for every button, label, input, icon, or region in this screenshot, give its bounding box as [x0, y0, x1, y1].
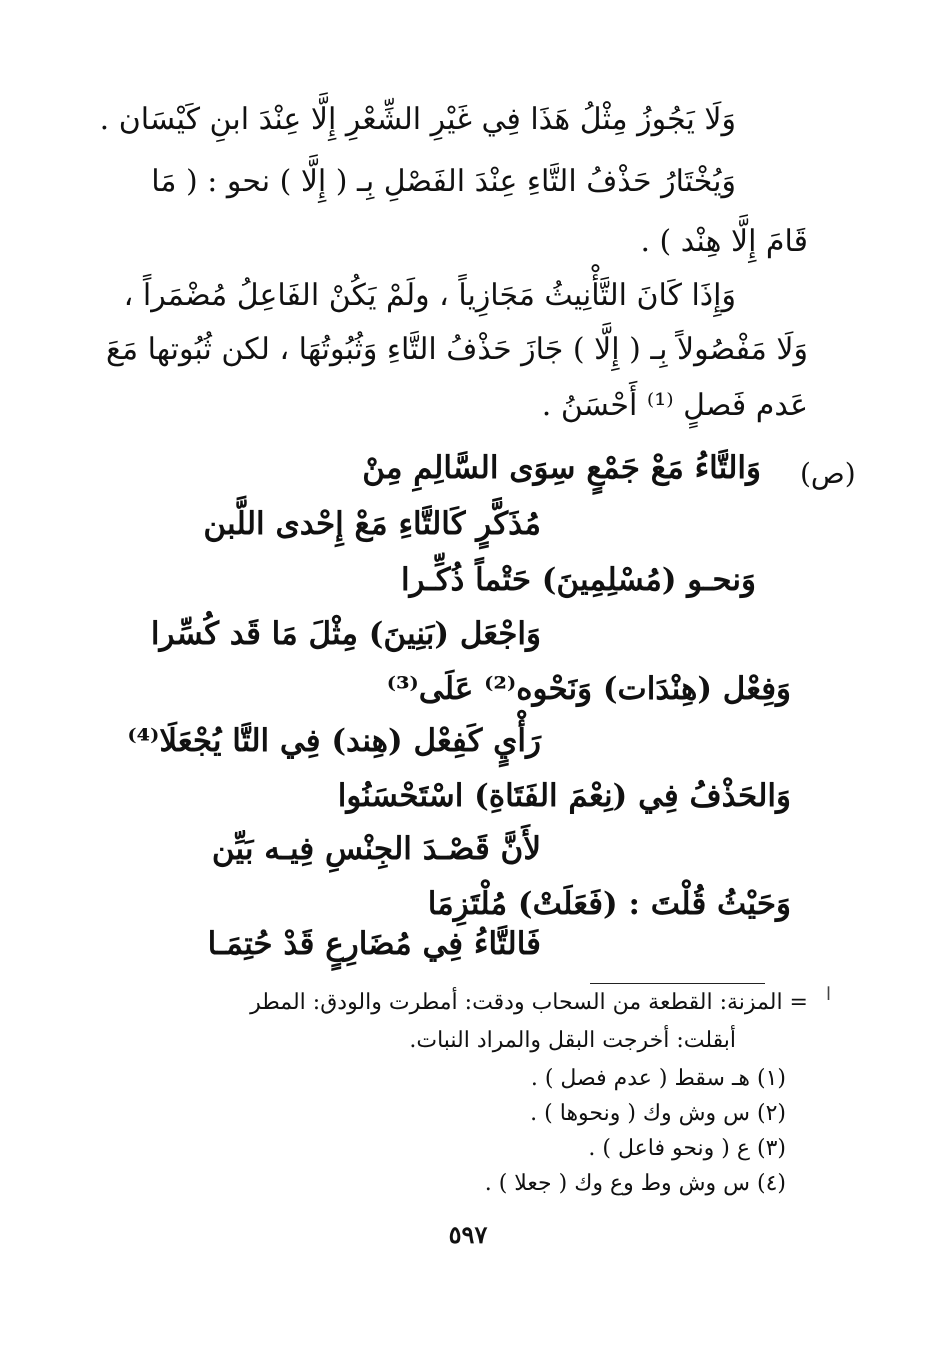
verse-line-2: مُذَكَّرٍ كَالتَّاءِ مَعْ إِحْدى اللَّبن: [203, 506, 541, 542]
verse-line-8: لأَنَّ قَصْـدَ الجِنْسِ فِيـه بَيِّن: [211, 831, 541, 867]
footnote-4: (٤) س وش وط وع وك ( جعلا ) .: [484, 1171, 786, 1196]
page-number: ٥٩٧: [448, 1220, 488, 1249]
prose-line-3: قَامَ إِلَّا هِنْد ) .: [640, 224, 808, 259]
prose-line-2: وَيُخْتَارُ حَذْفُ التَّاءِ عِنْدَ الفَصْلِ بِـ ( إِلَّا ) نحو : ( مَا: [151, 164, 736, 199]
verse-line-1: وَالتَّاءُ مَعْ جَمْعٍ سِوَى السَّالِمِ مِنْ: [362, 450, 761, 486]
verse-line-7: وَالحَذْفُ فِي (نِعْمَ الفَتَاةِ) اسْتَحْسَنُوا: [337, 778, 791, 814]
prose-line-4: وَإِذَا كَانَ التَّأْنِيثُ مَجَازِياً ، ولَمْ يَكُنْ الفَاعِلُ مُضْمَراً ،: [123, 278, 736, 313]
verse-marker: (ص): [800, 457, 856, 490]
prose-line-6: عَدم فَصلٍ ⁽¹⁾ أَحْسَنُ .: [541, 388, 808, 423]
prose-line-5: وَلَا مَفْصُولاً بِـ ( إِلَّا ) جَازَ حَذْفُ التَّاءِ وَثُبُوتُهَا ، لكن ثُبُوتها مَعَ: [106, 332, 808, 367]
verse-line-5: وَفِعْل (هِنْدَات) وَنَحْوه⁽²⁾ عَلَى⁽³⁾: [386, 671, 791, 707]
footnote-separator: [590, 983, 765, 984]
footnote-1: (١) هـ سقط ( عدم فصل ) .: [530, 1066, 786, 1091]
prose-line-1: وَلَا يَجُوزُ مِثْلُ هَذَا فِي غَيْرِ الشِّعْرِ إِلَّا عِنْدَ ابنِ كَيْسَان .: [99, 102, 736, 137]
footnote-2: (٢) س وش وك ( ونحوها ) .: [530, 1101, 786, 1126]
verse-line-10: فَالتَّاءُ فِي مُضَارِعٍ قَدْ حُتِمَـا: [207, 926, 541, 962]
footnote-3: (٣) ع ( ونحو فاعل ) .: [588, 1136, 786, 1161]
verse-line-9: وَحَيْثُ قُلْتَ : (فَعَلَتْ) مُلْتَزِمَا: [427, 886, 791, 922]
verse-line-6: رَأْيٍ كَفِعْل (هِند) فِي التَّا يُجْعَلَا⁽⁴⁾: [127, 723, 541, 759]
footnote-gloss-1: = المزنة: القطعة من السحاب ودقت: أمطرت والودق: المطر: [250, 990, 808, 1015]
footnote-gloss-2: أبقلت: أخرجت البقل والمراد النبات.: [409, 1028, 736, 1053]
margin-mark: ا: [826, 984, 832, 1005]
verse-line-3: وَنحـو (مُسْلِمِينَ) حَتْماً ذُكِّـرا: [400, 562, 756, 598]
verse-line-4: وَاجْعَل (بَنِينَ) مِثْلَ مَا قَد كُسِّرا: [150, 616, 541, 652]
